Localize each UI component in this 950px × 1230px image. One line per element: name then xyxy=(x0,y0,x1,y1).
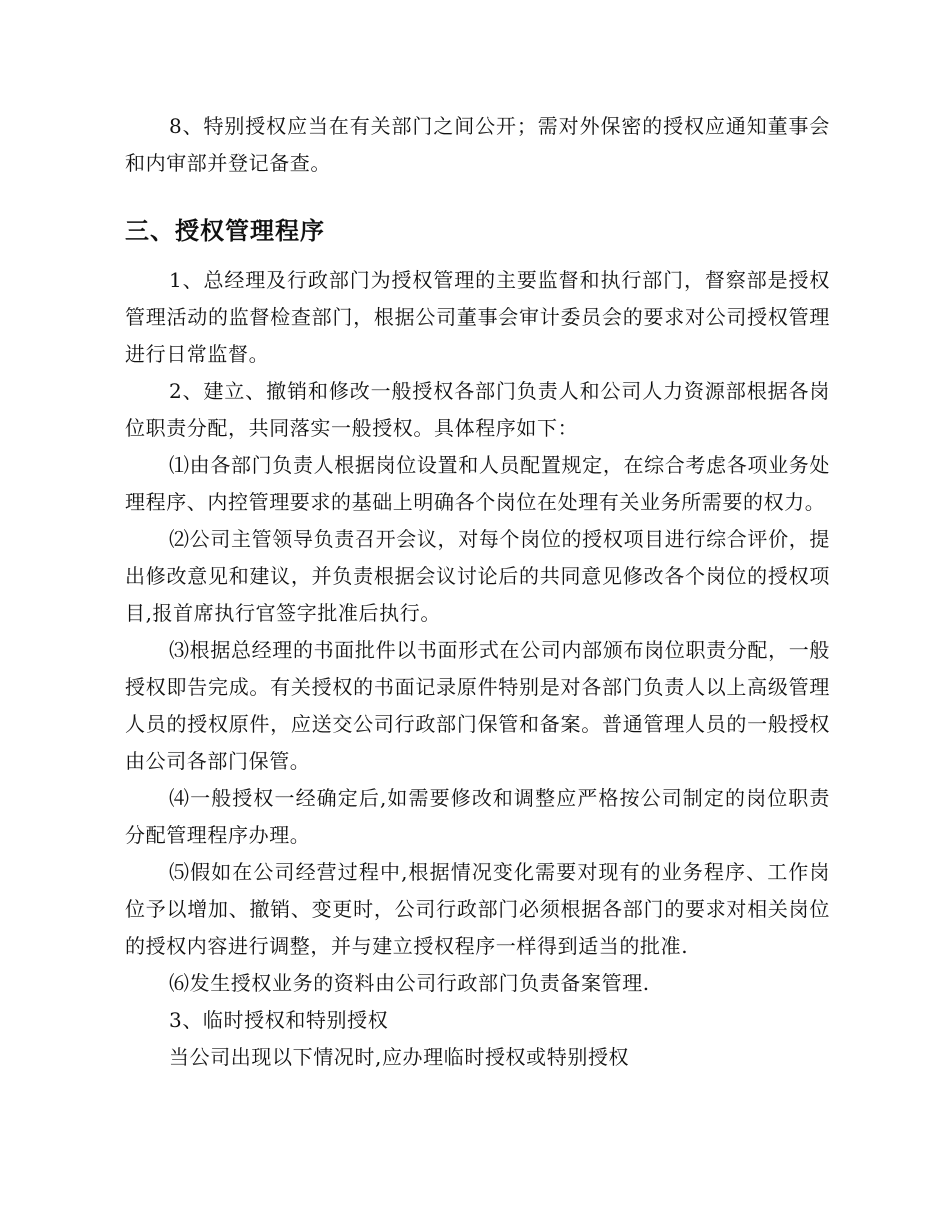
paragraph-step-3: ⑶根据总经理的书面批件以书面形式在公司内部颁布岗位职责分配，一般授权即告完成。有关授权的书面记录原件特别是对各部门负责人以上高级管理人员的授权原件，应送交公司行政部门保管和备案。普通管理人员的一般授权由公司各部门保管。 xyxy=(125,638,830,773)
paragraph-step-6: ⑹发生授权业务的资料由公司行政部门负责备案管理. xyxy=(169,971,650,995)
paragraph-step-2: ⑵公司主管领导负责召开会议，对每个岗位的授权项目进行综合评价，提出修改意见和建议，并负责根据会议讨论后的共同意见修改各个岗位的授权项目,报首席执行官签字批准后执行。 xyxy=(125,527,830,625)
paragraph-item-8: 8、特别授权应当在有关部门之间公开；需对外保密的授权应通知董事会和内审部并登记备查。 xyxy=(125,114,830,175)
paragraph-step-5: ⑸假如在公司经营过程中,根据情况变化需要对现有的业务程序、工作岗位予以增加、撤销、变更时，公司行政部门必须根据各部门的要求对相关岗位的授权内容进行调整，并与建立授权程序一样得到适当的批准. xyxy=(125,860,830,958)
paragraph-1: 1、总经理及行政部门为授权管理的主要监督和执行部门，督察部是授权管理活动的监督检查部门，根据公司董事会审计委员会的要求对公司授权管理进行日常监督。 xyxy=(125,268,830,366)
paragraph-step-1: ⑴由各部门负责人根据岗位设置和人员配置规定，在综合考虑各项业务处理程序、内控管理要求的基础上明确各个岗位在处理有关业务所需要的权力。 xyxy=(125,453,830,514)
section-heading: 三、授权管理程序 xyxy=(125,217,325,245)
document-body xyxy=(125,108,830,1076)
paragraph-conditions-intro: 当公司出现以下情况时,应办理临时授权或特别授权 xyxy=(169,1045,630,1069)
paragraph-3: 3、临时授权和特别授权 xyxy=(169,1008,389,1032)
paragraph-2: 2、建立、撤销和修改一般授权各部门负责人和公司人力资源部根据各岗位职责分配，共同落实一般授权。具体程序如下： xyxy=(125,379,830,440)
paragraph-step-4: ⑷一般授权一经确定后,如需要修改和调整应严格按公司制定的岗位职责分配管理程序办理。 xyxy=(125,786,830,847)
